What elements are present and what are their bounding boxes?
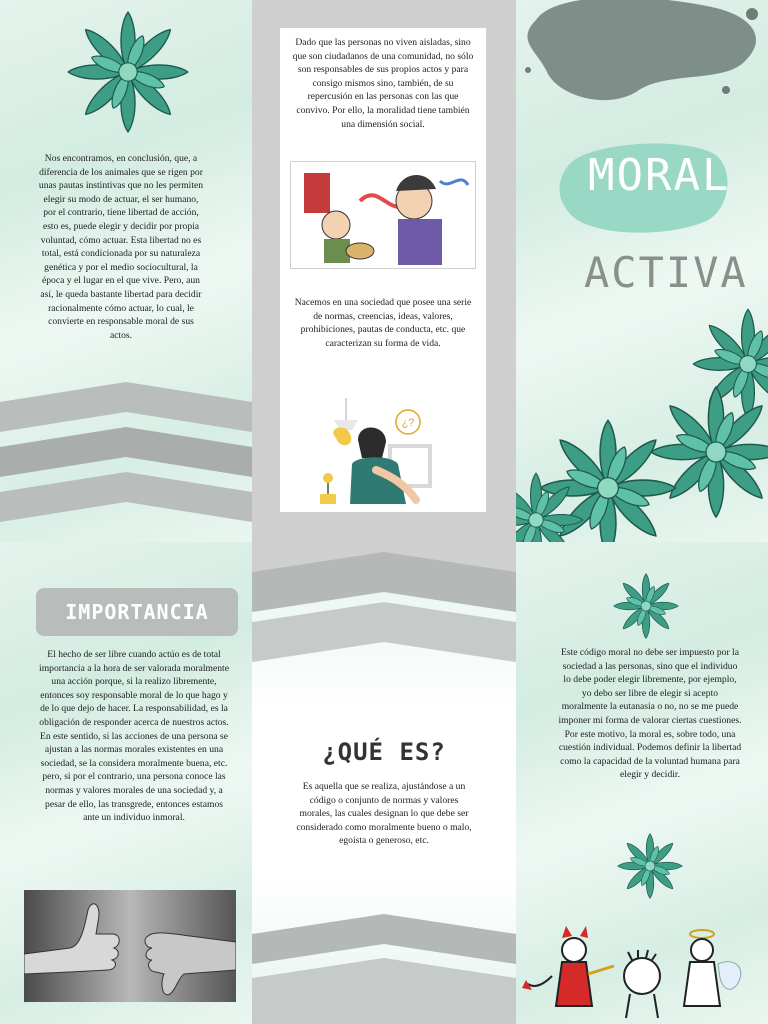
succulent-small-top	[596, 566, 696, 646]
society-paragraph: Nacemos en una sociedad que posee una serie de normas, creencias, ideas, valores, prohibiciones, pautas de conducta, etc. que caracterizan su forma de vida.	[294, 297, 472, 349]
chevron-decoration	[0, 382, 252, 542]
succulent-cluster-illustration	[516, 292, 768, 542]
bottom-chevron-decoration	[252, 914, 516, 1024]
panel-top-middle	[252, 0, 516, 542]
thinking-bubble-text: ¿?	[401, 417, 415, 429]
panel-bottom-middle	[252, 542, 516, 1024]
succulent-small-bottom	[600, 826, 700, 906]
individual-moral-paragraph: Este código moral no debe ser impuesto por la sociedad a las personas, sino que el individuo lo debe poder elegir libremente, por ejemplo, yo debo ser libre de elegir si acepto moralmente la eutanasia o no, no se me puede imponer mi forma de valorar ciertas cuestiones. Por este motivo, la moral es, sobre todo, una cuestión individual. Podemos definir la libertad como la capacidad de la voluntad humana para elegir y decidir.	[558, 647, 742, 781]
top-chevron-decoration	[252, 542, 516, 692]
devil-angel-illustration	[522, 926, 762, 1022]
importance-paragraph: El hecho de ser libre cuando actúo es de total importancia a la hora de ser valorada moralmente una acción porque, si la realizo libremente, entonces soy responsable moral de lo que hago y de lo que dejo de hacer. La responsabilidad, es la obligación de responder acerca de nuestros actos. En este sentido, si las acciones de una persona se ajustan a las normas morales existentes en una sociedad, se la considera moralmente buena, etc. pero, si por el contrario, una persona conoce las normas y valores morales de una sociedad y, a pesar de ello, las transgrede, entonces estamos ante un individuo inmoral.	[39, 649, 229, 824]
que-es-heading: ¿QUÉ ES?	[322, 738, 446, 766]
importancia-heading: IMPORTANCIA	[65, 600, 209, 624]
panel-top-left	[0, 0, 252, 542]
social-dimension-paragraph: Dado que las personas no viven aisladas, sino que son ciudadanos de una comunidad, no sólo son responsables de sus propios actos y para consigo mismos sino, también, de su repercusión en las personas con las que convivo. Por ello, la moralidad tiene también una dimensión social.	[292, 37, 474, 130]
panel-bottom-right	[516, 542, 768, 1024]
content-card	[280, 28, 486, 512]
thinking-woman-illustration	[316, 398, 446, 510]
panel-bottom-left	[0, 542, 252, 1024]
title-moral: MORAL	[588, 150, 731, 201]
thumbs-up-down-photo	[24, 890, 236, 1002]
grey-watercolor-splash	[516, 0, 768, 110]
panel-cover	[516, 0, 768, 542]
conflict-illustration	[290, 161, 476, 269]
succulent-illustration	[0, 0, 252, 150]
title-activa: ACTIVA	[584, 248, 748, 297]
conclusion-paragraph: Nos encontramos, en conclusión, que, a diferencia de los animales que se rigen por unas pautas instintivas que no les permiten elegir su modo de actuar, el ser humano, por el contrario, tiene libertad de acción, esto es, puede elegir y decidir por propia voluntad, cómo actuar. Esta libertad no es total, está condicionada por su naturaleza genética y por el medio sociocultural, la época y el lugar en el que vive. Pero, aun así, le queda bastante libertad para decidir racionalmente cómo actuar, lo cual, le convierte en responsable moral de sus actos.	[38, 153, 204, 341]
definition-paragraph: Es aquella que se realiza, ajustándose a un código o conjunto de normas y valores morales, las cuales designan lo que debe ser considerado como moralmente bueno o malo, egoísta o generoso, etc.	[296, 781, 472, 847]
